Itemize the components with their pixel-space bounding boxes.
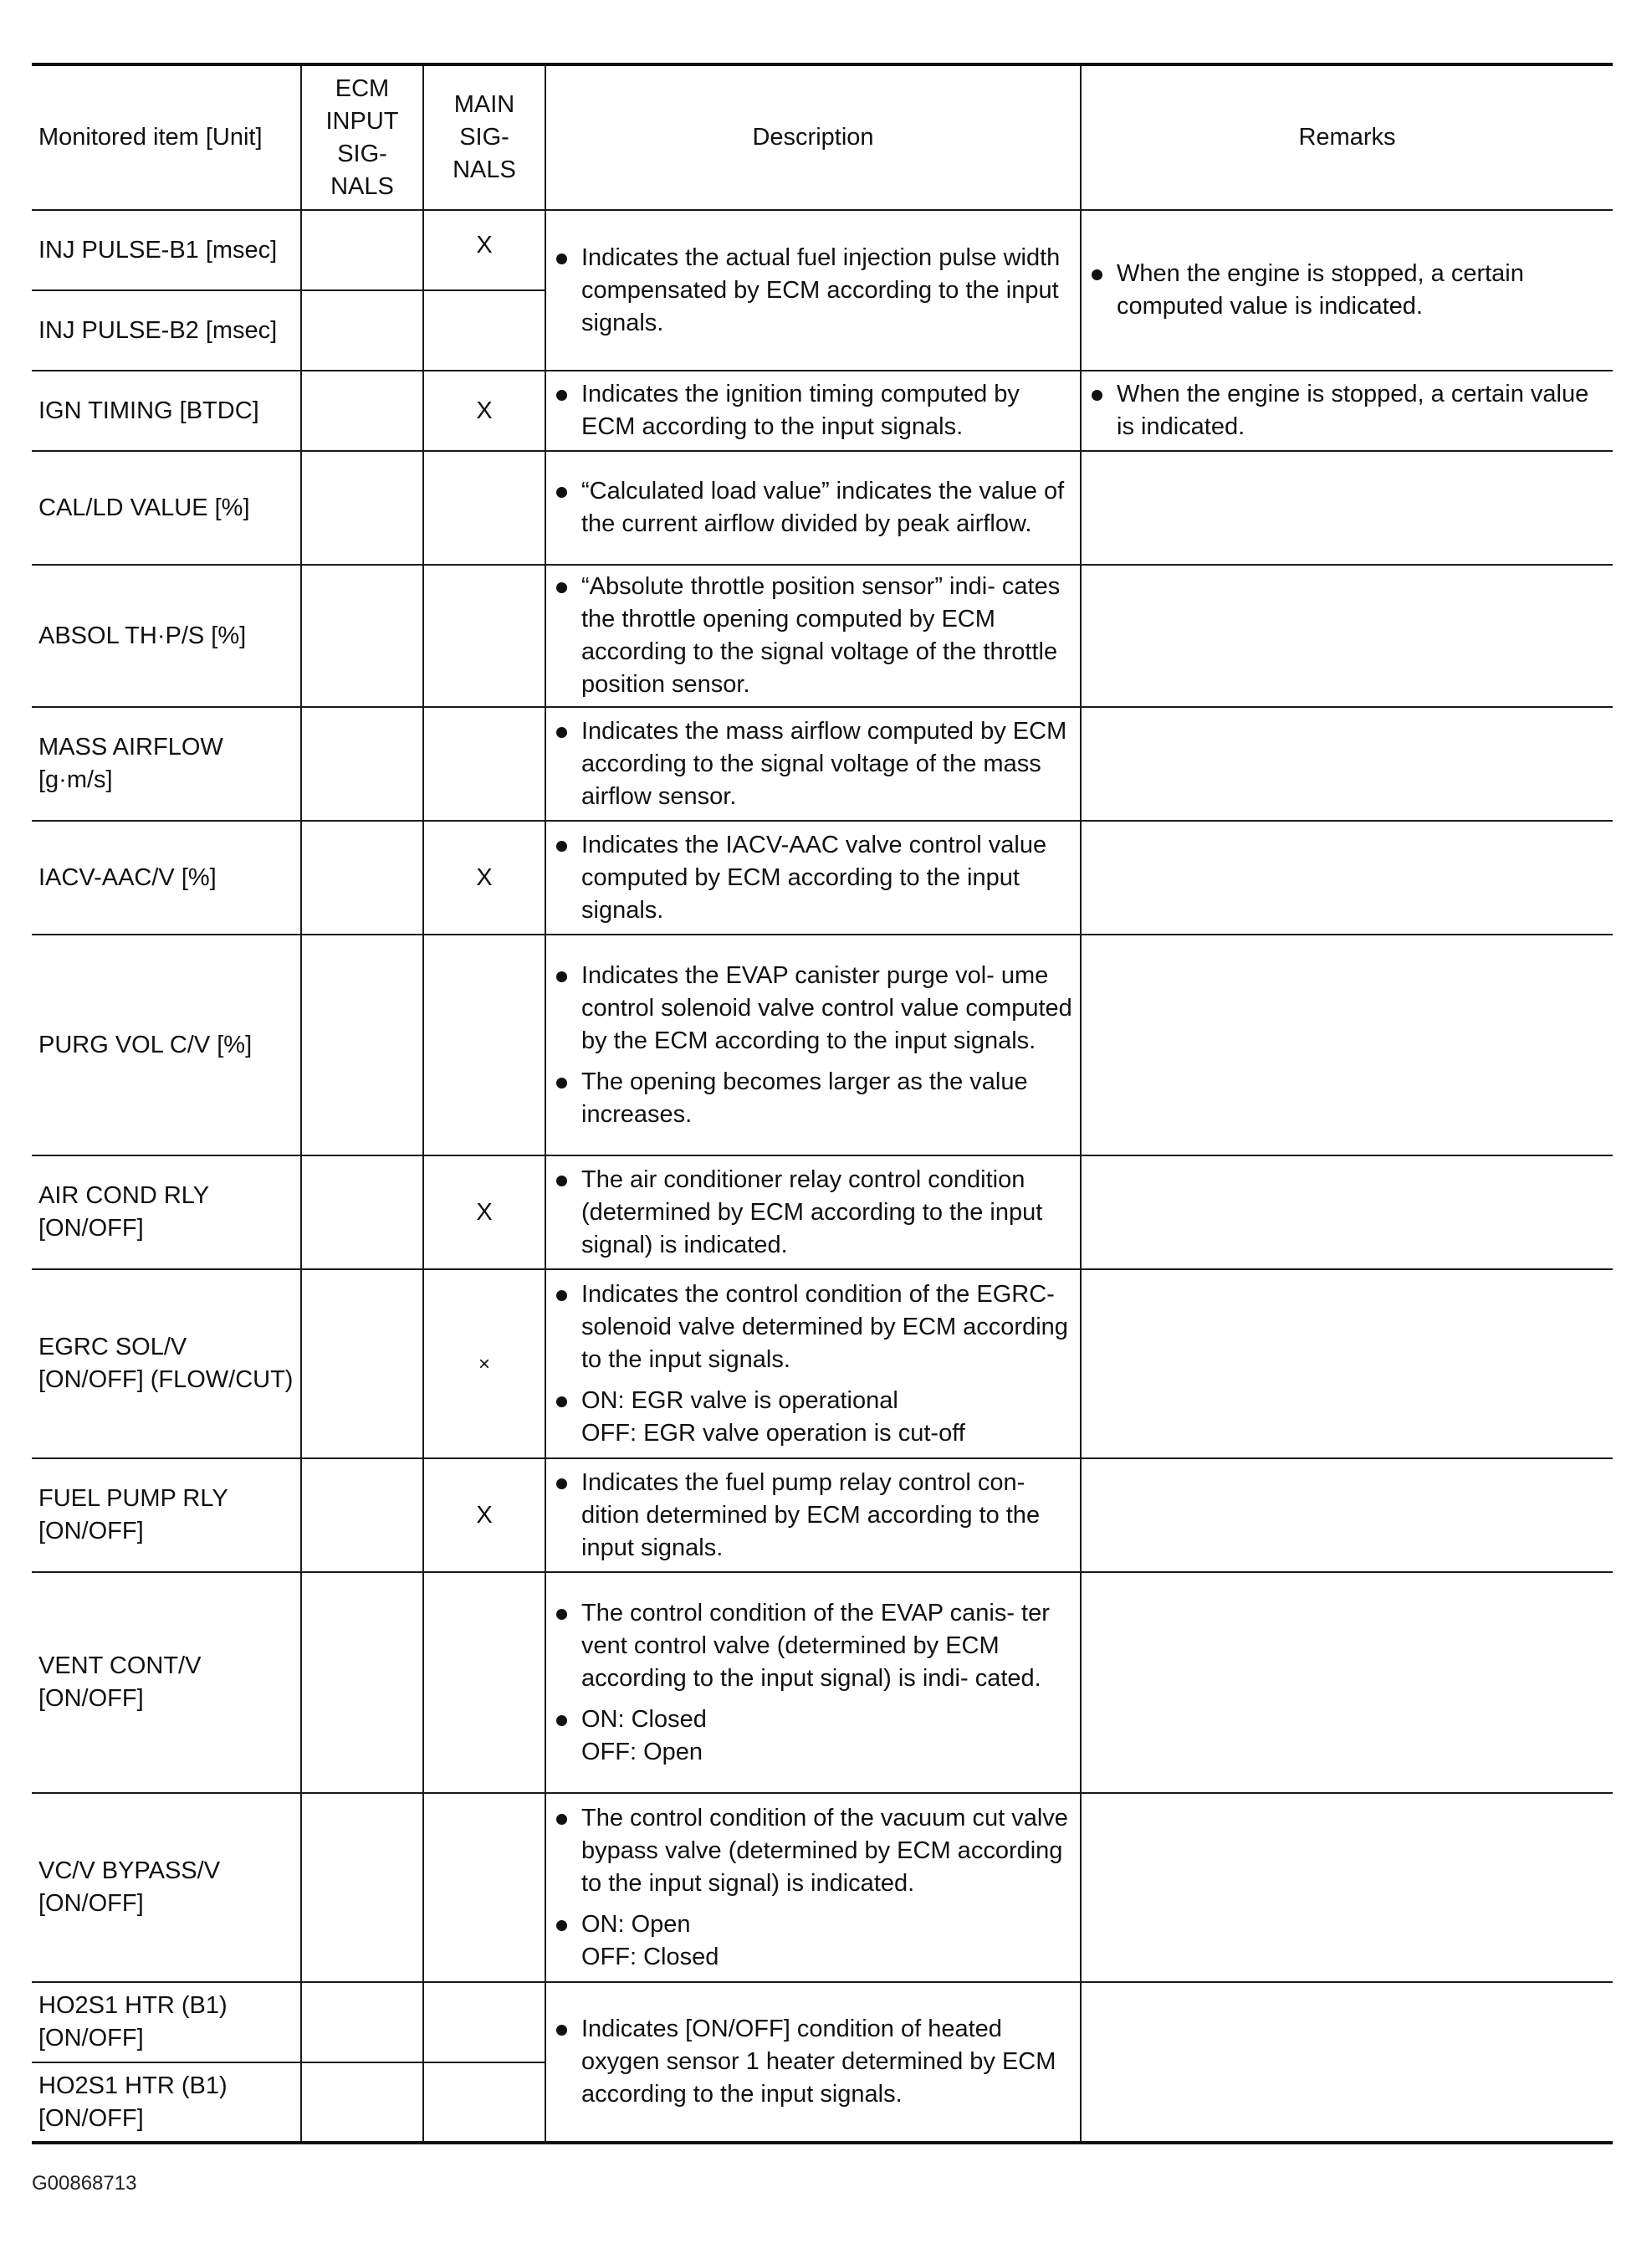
row-item: CAL/LD VALUE [%] <box>32 451 301 565</box>
row-main <box>423 290 545 371</box>
row-ecm <box>301 821 423 935</box>
row-item: PURG VOL C/V [%] <box>32 935 301 1155</box>
egrc-off-text: OFF: EGR valve operation is cut-off <box>581 1419 965 1447</box>
row-remarks <box>1081 821 1613 935</box>
list-item: Indicates the control condition of the EGRC-solenoid valve determined by ECM according to the input signals. <box>553 1278 1073 1376</box>
table-row <box>32 935 1613 1155</box>
row-main <box>423 707 545 821</box>
list-item: Indicates the EVAP canister purge vol- ume control solenoid valve control value computed by the ECM according to the input signals. <box>553 960 1073 1058</box>
row-main: X <box>423 1155 545 1269</box>
bypass-on-text: ON: Open <box>581 1910 691 1938</box>
row-item: INJ PULSE-B1 [msec] <box>32 210 301 290</box>
row-item: MASS AIRFLOW [g·m/s] <box>32 707 301 821</box>
list-item: Indicates the IACV-AAC valve control value computed by ECM according to the input signals. <box>553 829 1073 927</box>
row-item: IGN TIMING [BTDC] <box>32 371 301 451</box>
table-row <box>32 1155 1613 1269</box>
row-remarks <box>1081 1269 1613 1458</box>
list-item <box>553 1908 1073 1974</box>
row-ecm <box>301 707 423 821</box>
table-row <box>32 821 1613 935</box>
list-item: Indicates the actual fuel injection pulse width compensated by ECM according to the input signals. <box>553 242 1073 340</box>
row-main <box>423 1793 545 1982</box>
row-ecm <box>301 451 423 565</box>
list-item: The control condition of the EVAP canis- ter vent control valve (determined by ECM according to the input signal) is indi- cated. <box>553 1597 1073 1695</box>
row-description <box>545 371 1081 451</box>
row-remarks <box>1081 707 1613 821</box>
row-main: × <box>423 1269 545 1458</box>
row-description <box>545 451 1081 565</box>
header-remarks: Remarks <box>1081 64 1613 210</box>
header-main-signals: MAIN SIG- NALS <box>423 64 545 210</box>
row-remarks <box>1081 1982 1613 2143</box>
egrc-on-text: ON: EGR valve is operational <box>581 1386 898 1414</box>
row-description <box>545 565 1081 707</box>
row-item: HO2S1 HTR (B1) [ON/OFF] <box>32 1982 301 2062</box>
row-description <box>545 1982 1081 2143</box>
header-ecm-input-signals: ECM INPUT SIG- NALS <box>301 64 423 210</box>
list-item: “Absolute throttle position sensor” indi- cates the throttle opening computed by ECM according to the signal voltage of the throttle position sensor. <box>553 571 1073 701</box>
row-main <box>423 451 545 565</box>
row-main: X <box>423 821 545 935</box>
bypass-off-text: OFF: Closed <box>581 1943 719 1970</box>
list-item <box>553 1385 1073 1450</box>
row-description <box>545 1155 1081 1269</box>
row-ecm <box>301 565 423 707</box>
row-ecm <box>301 935 423 1155</box>
row-ecm <box>301 1793 423 1982</box>
row-ecm <box>301 290 423 371</box>
row-ecm <box>301 371 423 451</box>
row-item: INJ PULSE-B2 [msec] <box>32 290 301 371</box>
row-item: VC/V BYPASS/V [ON/OFF] <box>32 1793 301 1982</box>
table-row <box>32 1572 1613 1793</box>
table-row <box>32 371 1613 451</box>
row-remarks <box>1081 371 1613 451</box>
table-row <box>32 1982 1613 2062</box>
table-row <box>32 1793 1613 1982</box>
list-item: “Calculated load value” indicates the value of the current airflow divided by peak airflow. <box>553 475 1073 540</box>
row-ecm <box>301 1458 423 1572</box>
row-ecm <box>301 1155 423 1269</box>
figure-code: G00868713 <box>32 2172 137 2195</box>
table-row <box>32 707 1613 821</box>
row-main <box>423 565 545 707</box>
row-ecm <box>301 1572 423 1793</box>
table-row <box>32 565 1613 707</box>
table-header-row <box>32 64 1613 210</box>
list-item: Indicates [ON/OFF] condition of heated oxygen sensor 1 heater determined by ECM according to the input signals. <box>553 2013 1073 2111</box>
table-row <box>32 210 1613 290</box>
row-main: X <box>423 371 545 451</box>
row-ecm <box>301 1982 423 2062</box>
row-remarks <box>1081 1155 1613 1269</box>
list-item: Indicates the ignition timing computed by ECM according to the input signals. <box>553 378 1073 443</box>
row-item: ABSOL TH·P/S [%] <box>32 565 301 707</box>
row-remarks <box>1081 451 1613 565</box>
row-remarks <box>1081 1793 1613 1982</box>
monitor-table-container <box>32 63 1613 2144</box>
row-item: EGRC SOL/V [ON/OFF] (FLOW/CUT) <box>32 1269 301 1458</box>
row-remarks <box>1081 210 1613 371</box>
list-item: When the engine is stopped, a certain value is indicated. <box>1088 378 1606 443</box>
row-description <box>545 210 1081 371</box>
list-item: Indicates the mass airflow computed by ECM according to the signal voltage of the mass airflow sensor. <box>553 715 1073 813</box>
row-main: X <box>423 210 545 290</box>
row-description <box>545 707 1081 821</box>
row-main <box>423 2062 545 2143</box>
row-description <box>545 821 1081 935</box>
list-item: The air conditioner relay control condition (determined by ECM according to the input signal) is indicated. <box>553 1164 1073 1262</box>
row-description <box>545 1458 1081 1572</box>
monitor-items-table <box>32 63 1613 2144</box>
row-description <box>545 1793 1081 1982</box>
row-item: VENT CONT/V [ON/OFF] <box>32 1572 301 1793</box>
row-ecm <box>301 210 423 290</box>
header-monitored-item: Monitored item [Unit] <box>32 64 301 210</box>
table-row <box>32 451 1613 565</box>
row-ecm <box>301 2062 423 2143</box>
table-row <box>32 1458 1613 1572</box>
list-item: The control condition of the vacuum cut valve bypass valve (determined by ECM according to the input signal) is indicated. <box>553 1802 1073 1900</box>
vent-off-text: OFF: Open <box>581 1738 703 1765</box>
header-description: Description <box>545 64 1081 210</box>
list-item <box>553 1703 1073 1769</box>
row-main <box>423 1572 545 1793</box>
row-remarks <box>1081 1572 1613 1793</box>
row-main <box>423 935 545 1155</box>
row-item: AIR COND RLY [ON/OFF] <box>32 1155 301 1269</box>
list-item: The opening becomes larger as the value increases. <box>553 1066 1073 1131</box>
row-ecm <box>301 1269 423 1458</box>
row-description <box>545 1269 1081 1458</box>
row-description <box>545 1572 1081 1793</box>
row-description <box>545 935 1081 1155</box>
list-item: Indicates the fuel pump relay control con- dition determined by ECM according to the input signals. <box>553 1467 1073 1565</box>
row-item: IACV-AAC/V [%] <box>32 821 301 935</box>
row-main: X <box>423 1458 545 1572</box>
row-main <box>423 1982 545 2062</box>
row-remarks <box>1081 565 1613 707</box>
row-remarks <box>1081 935 1613 1155</box>
row-item: FUEL PUMP RLY [ON/OFF] <box>32 1458 301 1572</box>
table-row <box>32 1269 1613 1458</box>
row-remarks <box>1081 1458 1613 1572</box>
row-item: HO2S1 HTR (B1) [ON/OFF] <box>32 2062 301 2143</box>
vent-on-text: ON: Closed <box>581 1705 707 1733</box>
list-item: When the engine is stopped, a certain computed value is indicated. <box>1088 258 1606 323</box>
